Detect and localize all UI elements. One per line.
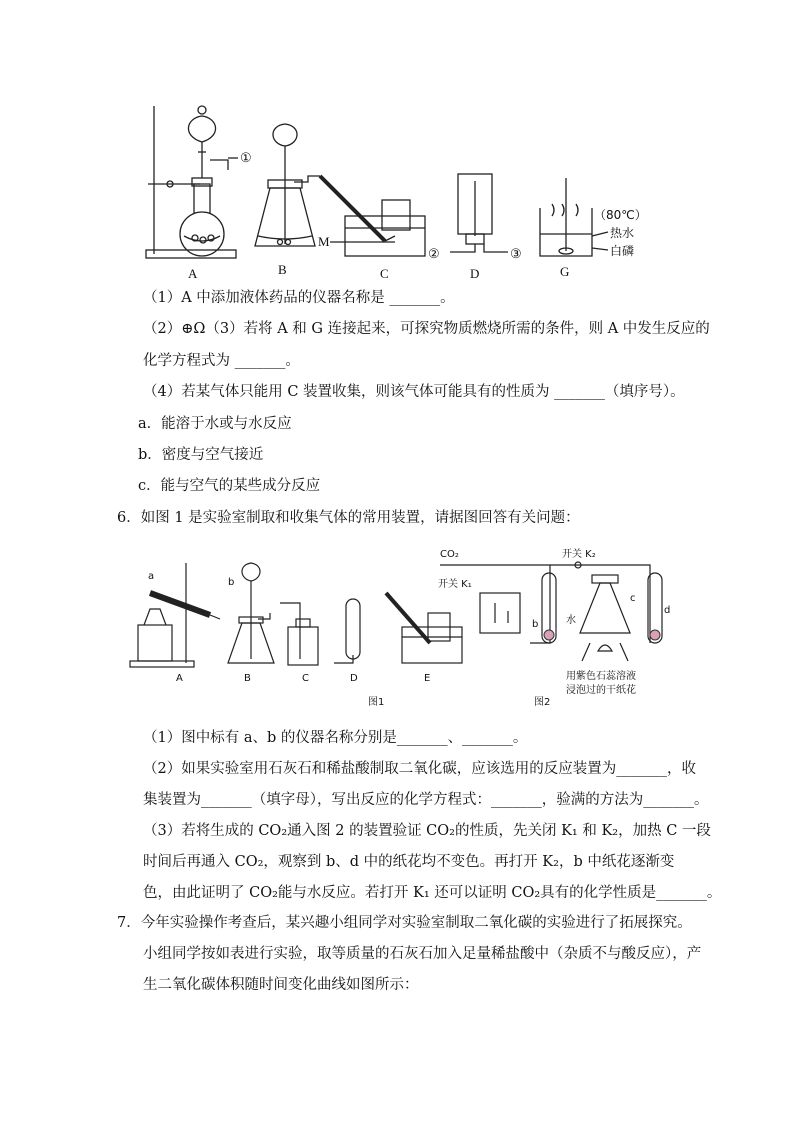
- label-k1: 开关 K₁: [438, 579, 472, 590]
- q6-line-4: （3）若将生成的 CO₂通入图 2 的装置验证 CO₂的性质，先关闭 K₁ 和 K₂，加热 C 一段: [143, 823, 711, 839]
- caption-fig1: 图1: [368, 697, 385, 708]
- label-circle3: ③: [510, 246, 522, 261]
- label-C: C: [380, 266, 389, 281]
- q6-line-1: （1）图中标有 a、b 的仪器名称分别是_______、_______。: [143, 730, 528, 746]
- apparatus-drawing-top: [140, 96, 660, 286]
- q5-option-c: c．能与空气的某些成分反应: [138, 478, 321, 494]
- note-line-1: 用紫色石蕊溶液: [566, 671, 636, 682]
- q5-line-4: （4）若某气体只能用 C 装置收集，则该气体可能具有的性质为 _______（填序号）。: [143, 384, 685, 400]
- label-circle2: ②: [428, 246, 440, 261]
- q6-line-5: 时间后再通入 CO₂，观察到 b、d 中的纸花均不变色。再打开 K₂，b 中纸花逐渐变: [143, 854, 675, 870]
- q6-title: 6．如图 1 是实验室制取和收集气体的常用装置，请据图回答有关问题：: [117, 510, 580, 526]
- label-water: 水: [566, 615, 576, 626]
- q6-line-6: 色，由此证明了 CO₂能与水反应。若打开 K₁ 还可以证明 CO₂具有的化学性质是_______。: [143, 885, 722, 901]
- label-co2: CO₂: [440, 549, 459, 560]
- label-circle1: ①: [240, 150, 252, 165]
- q7-line-2: 小组同学按如表进行实验，取等质量的石灰石加入足量稀盐酸中（杂质不与酸反应），产: [143, 946, 702, 962]
- label-b: b: [228, 577, 235, 588]
- label-hot-water: 热水: [610, 226, 635, 240]
- label-B2: B: [244, 673, 251, 684]
- label-D2: D: [350, 673, 358, 684]
- q5-line-1: （1）A 中添加液体药品的仪器名称是 _______。: [143, 290, 455, 306]
- apparatus-figure-q6: [130, 543, 690, 713]
- q7-line-1: 7．今年实验操作考查后，某兴趣小组同学对实验室制取二氧化碳的实验进行了拓展探究。: [117, 915, 692, 931]
- label-A2: A: [176, 673, 183, 684]
- q6-line-3: 集装置为_______（填字母），写出反应的化学方程式：_______，验满的方法为_______。: [143, 792, 709, 808]
- label-k2: 开关 K₂: [562, 549, 596, 560]
- label-C2: C: [302, 673, 309, 684]
- label-d-fig2: d: [664, 605, 671, 616]
- label-temp: （80℃）: [594, 208, 647, 222]
- note-line-2: 浸泡过的干纸花: [566, 685, 636, 696]
- label-A: A: [188, 266, 198, 281]
- label-E2: E: [424, 673, 431, 684]
- q5-option-a: a．能溶于水或与水反应: [138, 416, 292, 432]
- caption-fig2: 图2: [534, 697, 551, 708]
- apparatus-figure-top: [140, 96, 660, 286]
- q5-line-3: 化学方程式为 _______。: [143, 353, 300, 369]
- label-b-fig2: b: [532, 619, 539, 630]
- q7-line-3: 生二氧化碳体积随时间变化曲线如图所示：: [143, 977, 419, 993]
- q6-line-2: （2）如果实验室用石灰石和稀盐酸制取二氧化碳，应该选用的反应装置为_______，收: [143, 761, 696, 777]
- label-white-phosphorus: 白磷: [610, 244, 635, 258]
- q5-line-2: （2）⊕Ω（3）若将 A 和 G 连接起来，可探究物质燃烧所需的条件，则 A 中发生反应的: [143, 321, 710, 337]
- label-a: a: [148, 571, 155, 582]
- label-D: D: [470, 266, 480, 281]
- q5-option-b: b．密度与空气接近: [138, 447, 264, 463]
- label-G: G: [560, 264, 570, 279]
- label-M: M: [318, 234, 330, 249]
- label-B: B: [278, 262, 287, 277]
- label-c-fig2: c: [630, 593, 636, 604]
